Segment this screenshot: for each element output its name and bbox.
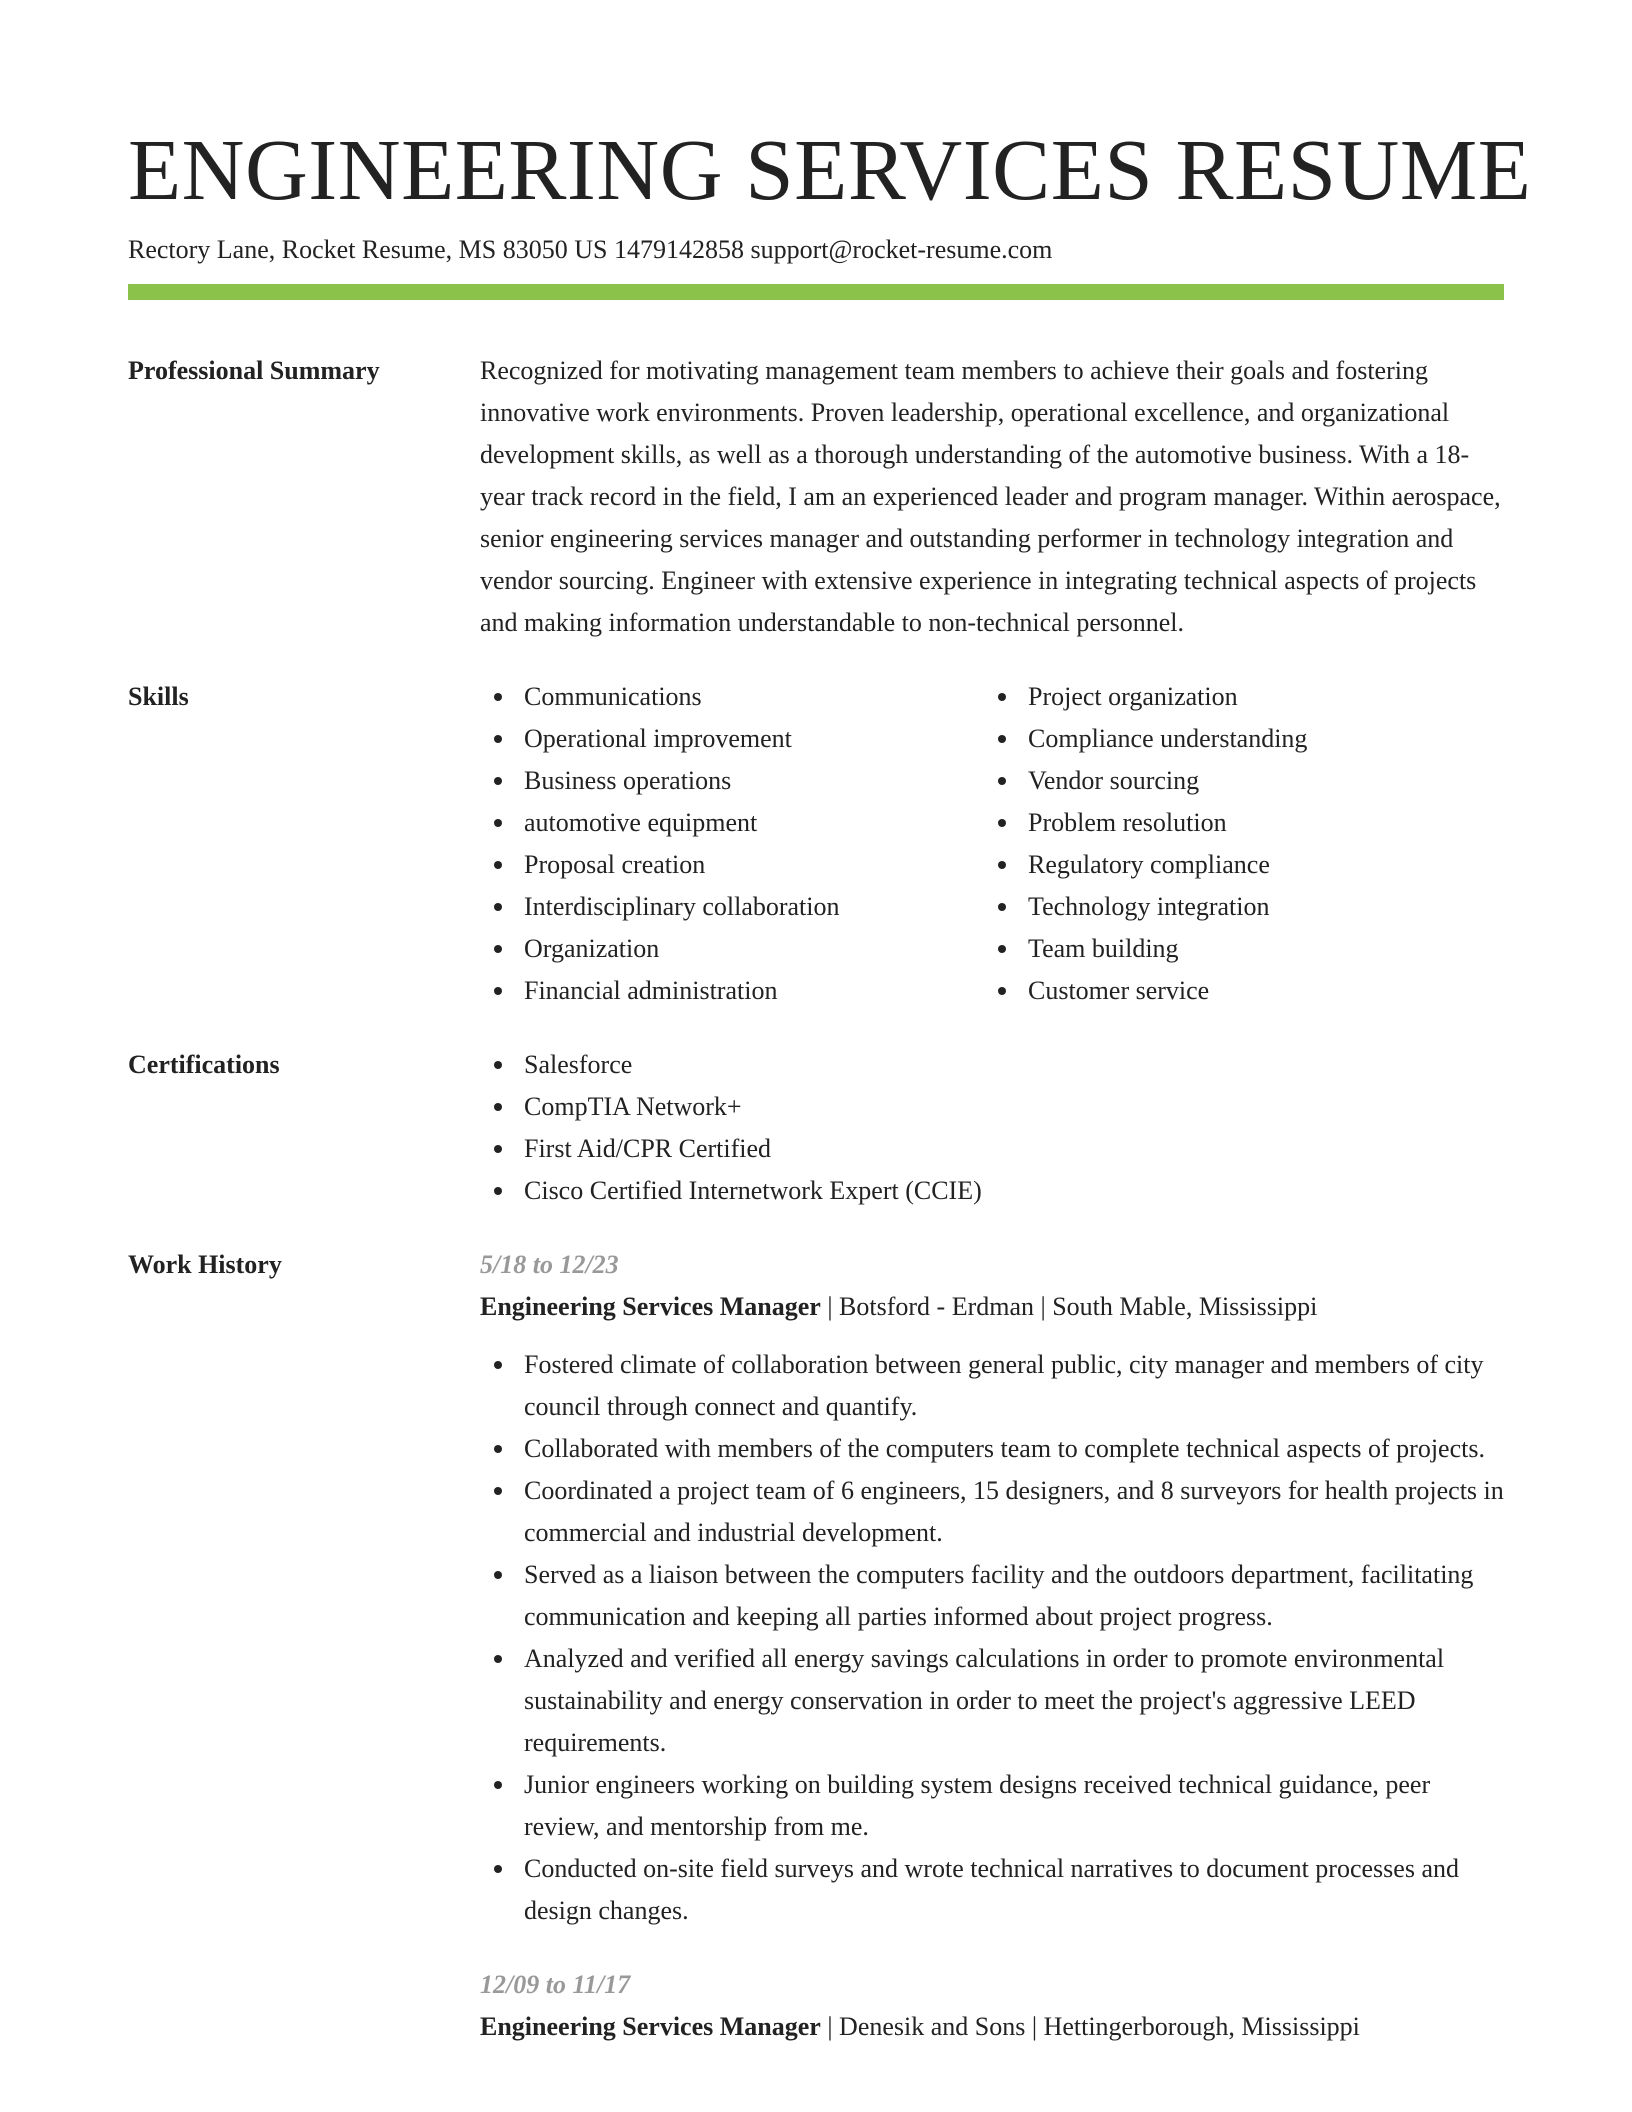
section-heading-skills: Skills [128, 682, 189, 711]
skill-item: Problem resolution [984, 802, 1488, 844]
job-duty-item: Served as a liaison between the computers facility and the outdoors department, facilitating communication and keeping all parties informed about project progress. [480, 1554, 1504, 1638]
job-duty-item: Collaborated with members of the computers team to complete technical aspects of projects. [480, 1428, 1504, 1470]
skill-item: Compliance understanding [984, 718, 1488, 760]
job-duty-item: Coordinated a project team of 6 engineers, 15 designers, and 8 surveyors for health projects in commercial and industrial development. [480, 1470, 1504, 1554]
work-history-section [128, 1244, 1504, 2048]
skill-item: Operational improvement [480, 718, 984, 760]
job-dates: 12/09 to 11/17 [480, 1970, 631, 1999]
skill-item: Proposal creation [480, 844, 984, 886]
skills-list-right [984, 676, 1488, 1012]
certifications-list [480, 1044, 1504, 1212]
skill-item: Financial administration [480, 970, 984, 1012]
resume-title: ENGINEERING SERVICES RESUME [128, 121, 1532, 218]
job-duties-list [480, 1344, 1504, 1932]
job-company-location: | Denesik and Sons | Hettingerborough, Mississippi [820, 2012, 1360, 2041]
skill-item: Team building [984, 928, 1488, 970]
contact-info: Rectory Lane, Rocket Resume, MS 83050 US 1479142858 support@rocket-resume.com [128, 235, 1053, 264]
job-heading [480, 1286, 1504, 1328]
accent-divider [128, 284, 1504, 300]
job-duty-item: Fostered climate of collaboration between general public, city manager and members of city council through connect and quantify. [480, 1344, 1504, 1428]
certification-item: Cisco Certified Internetwork Expert (CCIE) [480, 1170, 1504, 1212]
skill-item: Business operations [480, 760, 984, 802]
skills-list-left [480, 676, 984, 1012]
certification-item: Salesforce [480, 1044, 1504, 1086]
skill-item: Customer service [984, 970, 1488, 1012]
job-duty-item: Junior engineers working on building system designs received technical guidance, peer review, and mentorship from me. [480, 1764, 1504, 1848]
job-duty-item: Analyzed and verified all energy savings calculations in order to promote environmental sustainability and energy conservation in order to meet the project's aggressive LEED requirements. [480, 1638, 1504, 1764]
job-title: Engineering Services Manager [480, 1292, 821, 1321]
skill-item: Project organization [984, 676, 1488, 718]
job-entry [480, 1964, 1504, 2048]
skill-item: Technology integration [984, 886, 1488, 928]
summary-text: Recognized for motivating management team members to achieve their goals and fostering innovative work environments. Proven leadership, operational excellence, and organizational development skills, as well as a thorough understanding of the automotive business. With a 18-year track record in the field, I am an experienced leader and program manager. Within aerospace, senior engineering services manager and outstanding performer in technology integration and vendor sourcing. Engineer with extensive experience in integrating technical aspects of projects and making information understandable to non-technical personnel. [480, 356, 1501, 637]
certifications-section [128, 1044, 1504, 1212]
skills-section [128, 676, 1504, 1012]
skill-item: Regulatory compliance [984, 844, 1488, 886]
certification-item: First Aid/CPR Certified [480, 1128, 1504, 1170]
job-title: Engineering Services Manager [480, 2012, 821, 2041]
skill-item: Communications [480, 676, 984, 718]
resume-page [128, 0, 1532, 2048]
certification-item: CompTIA Network+ [480, 1086, 1504, 1128]
job-company-location: | Botsford - Erdman | South Mable, Mississippi [820, 1292, 1318, 1321]
job-dates: 5/18 to 12/23 [480, 1250, 619, 1279]
skill-item: Vendor sourcing [984, 760, 1488, 802]
job-entry [480, 1244, 1504, 1932]
section-heading-certifications: Certifications [128, 1050, 280, 1079]
section-heading-summary: Professional Summary [128, 356, 380, 385]
job-duty-item: Conducted on-site field surveys and wrote technical narratives to document processes and design changes. [480, 1848, 1504, 1932]
skill-item: Interdisciplinary collaboration [480, 886, 984, 928]
skill-item: automotive equipment [480, 802, 984, 844]
job-heading [480, 2006, 1504, 2048]
professional-summary-section [128, 350, 1504, 644]
skill-item: Organization [480, 928, 984, 970]
section-heading-work-history: Work History [128, 1250, 282, 1279]
skills-grid [480, 676, 1504, 1012]
